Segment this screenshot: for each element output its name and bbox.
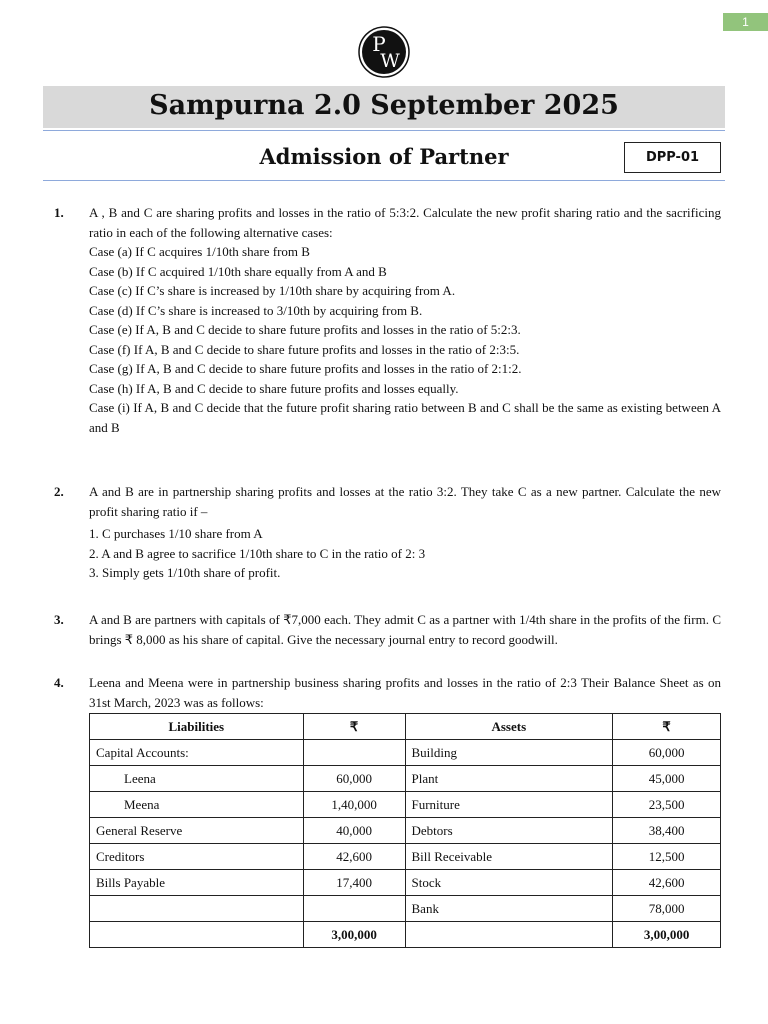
asset-cell: Furniture: [405, 792, 613, 818]
case-item: Case (g) If A, B and C decide to share future profits and losses in the ratio of 2:1:2.: [89, 361, 522, 376]
column-header: ₹: [303, 714, 405, 740]
amount-cell: 12,500: [613, 844, 721, 870]
column-header: ₹: [613, 714, 721, 740]
question-number: 3.: [54, 612, 64, 627]
pw-logo: [358, 24, 410, 80]
amount-cell: 45,000: [613, 766, 721, 792]
case-item: Case (e) If A, B and C decide to share future profits and losses in the ratio of 5:2:3.: [89, 322, 521, 337]
amount-cell: [303, 896, 405, 922]
case-item: Case (h) If A, B and C decide to share future profits and losses equally.: [89, 380, 459, 396]
amount-cell: 1,40,000: [303, 792, 405, 818]
table-row: [90, 818, 721, 844]
question-text: A and B are in partnership sharing profits and losses at the ratio 3:2. They take C as a new partner. Calculate the new profit sharing ratio if –: [89, 484, 721, 519]
amount-cell: 23,500: [613, 792, 721, 818]
liability-cell: Meena: [90, 792, 304, 818]
table-row: [90, 766, 721, 792]
question-number: 4.: [54, 675, 64, 690]
list-item: 1. C purchases 1/10 share from A: [89, 526, 263, 541]
asset-cell: Debtors: [405, 818, 613, 844]
question-text: A and B are partners with capitals of ₹7,000 each. They admit C as a partner with 1/4th share in the profits of the firm. C brings ₹ 8,000 as his share of capital. Give the necessary journal entry to record goodwill.: [89, 612, 721, 647]
case-item: Case (b) If C acquired 1/10th share equally from A and B: [89, 263, 387, 279]
total-cell: 3,00,000: [303, 922, 405, 948]
logo-letter-w: W: [380, 50, 400, 72]
page-title: Sampurna 2.0 September 2025: [149, 90, 619, 121]
liability-cell: [90, 922, 304, 948]
table-total-row: [90, 922, 721, 948]
case-item: Case (d) If C’s share is increased to 3/10th by acquiring from B.: [89, 302, 423, 318]
amount-cell: 42,600: [303, 844, 405, 870]
liability-cell: Creditors: [90, 844, 304, 870]
page-number-badge: 1: [723, 13, 768, 31]
table-header-row: [90, 714, 721, 740]
question-text: Leena and Meena were in partnership business sharing profits and losses in the ratio of 2:3 Their Balance Sheet as on 31st March, 2023 was as follows:: [89, 675, 721, 710]
section-title: Admission of Partner: [259, 144, 509, 169]
amount-cell: 78,000: [613, 896, 721, 922]
asset-cell: [405, 922, 613, 948]
amount-cell: 60,000: [303, 766, 405, 792]
table-row: [90, 792, 721, 818]
dpp-badge: DPP-01: [624, 142, 721, 173]
list-item: 2. A and B agree to sacrifice 1/10th share to C in the ratio of 2: 3: [89, 545, 426, 561]
table-row: [90, 844, 721, 870]
case-item: Case (f) If A, B and C decide to share future profits and losses in the ratio of 2:3:5.: [89, 341, 520, 357]
asset-cell: Stock: [405, 870, 613, 896]
divider: [43, 130, 725, 131]
table-row: [90, 896, 721, 922]
asset-cell: Bank: [405, 896, 613, 922]
amount-cell: 40,000: [303, 818, 405, 844]
question-number: 2.: [54, 484, 64, 499]
logo-letter-p: P: [372, 32, 386, 56]
case-item: Case (c) If C’s share is increased by 1/10th share by acquiring from A.: [89, 283, 456, 298]
question-text: A , B and C are sharing profits and losses in the ratio of 5:3:2. Calculate the new profit sharing ratio and the sacrificing ratio in each of the following alternative cases:: [89, 205, 721, 240]
balance-sheet-table: [89, 713, 721, 948]
case-item: Case (i) If A, B and C decide that the future profit sharing ratio between B and C shall be the same as existing between A and B: [89, 400, 721, 435]
liability-cell: Capital Accounts:: [90, 740, 304, 766]
liability-cell: Leena: [90, 766, 304, 792]
amount-cell: 38,400: [613, 818, 721, 844]
amount-cell: [303, 740, 405, 766]
liability-cell: Bills Payable: [90, 870, 304, 896]
amount-cell: 60,000: [613, 740, 721, 766]
table-row: [90, 870, 721, 896]
column-header: Assets: [405, 714, 613, 740]
liability-cell: [90, 896, 304, 922]
list-item: 3. Simply gets 1/10th share of profit.: [89, 565, 281, 580]
divider: [43, 180, 725, 181]
case-item: Case (a) If C acquires 1/10th share from B: [89, 244, 310, 259]
amount-cell: 17,400: [303, 870, 405, 896]
column-header: Liabilities: [90, 714, 304, 740]
asset-cell: Building: [405, 740, 613, 766]
asset-cell: Plant: [405, 766, 613, 792]
amount-cell: 42,600: [613, 870, 721, 896]
table-row: [90, 740, 721, 766]
total-cell: 3,00,000: [613, 922, 721, 948]
asset-cell: Bill Receivable: [405, 844, 613, 870]
question-number: 1.: [54, 205, 64, 220]
liability-cell: General Reserve: [90, 818, 304, 844]
